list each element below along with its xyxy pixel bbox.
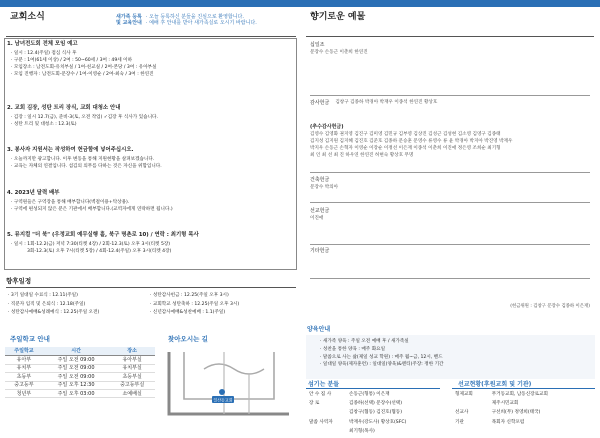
- table-row: [308, 391, 436, 398]
- support-names: 구선희(무) 정영희(태국): [491, 410, 541, 416]
- offering-label: (추수감사헌금): [310, 124, 344, 130]
- school-cell: 중고등부: [5, 381, 43, 389]
- servant-role: [308, 410, 346, 417]
- school-cell: 소예배실: [109, 390, 155, 398]
- offering-tithe: [310, 42, 590, 57]
- schedule-item: · 성탄감사예배&성례예식 : 12.25(주일 오전): [8, 310, 100, 316]
- offering-harvest: [310, 124, 590, 160]
- news-line: · 구역원들은 구역장을 통해 배부합니다(벽걸이용+탁상용).: [11, 199, 130, 205]
- schedule-item: · 교회학교 성탄축하 : 12.25(주일 오후 3시): [150, 301, 240, 307]
- school-cell: 중고등부실: [109, 381, 155, 389]
- nurture-title: 양육안내: [307, 326, 331, 333]
- divider: [6, 36, 296, 37]
- nurture-box: [306, 335, 595, 379]
- news-heading: 1. 남녀전도회 전체 모임 예고: [7, 41, 78, 47]
- divider: [310, 278, 590, 279]
- newcomer-label: 새가족 등록 및 교육안내: [116, 14, 142, 27]
- offering-names: 김창구 김종하 박경아 박재우 이종석 한연진 황상호: [335, 100, 438, 105]
- news-heading: 4. 2023년 달력 배부: [7, 190, 60, 196]
- offering-label: 선교헌금: [310, 208, 330, 214]
- divider: [310, 202, 590, 203]
- divider: [310, 172, 590, 173]
- news-section-4: [7, 189, 296, 213]
- servant-names: 김창구(협동) 김진호(협동): [349, 410, 403, 416]
- servant-names: 박재우(강도사) 황상호(SFC): [349, 419, 407, 425]
- school-header: 시간: [43, 347, 109, 356]
- news-section-5: [7, 231, 296, 255]
- offering-label: 감사헌금: [310, 100, 330, 106]
- divider: [306, 36, 594, 37]
- school-cell: 초등부: [5, 373, 43, 381]
- news-line: · 오늘까지만 광고합니다. 이후 변동을 통해 지원현황을 살펴보겠습니다.: [11, 156, 155, 162]
- table-row: [5, 356, 155, 364]
- school-header: 장소: [109, 347, 155, 356]
- schedule-item: · 3기 일대일 수료식 : 12.11(주일): [8, 293, 78, 298]
- top-strip: [0, 0, 300, 7]
- table-row: [454, 400, 593, 407]
- school-header: 주일학교: [5, 347, 43, 356]
- table-row: [5, 373, 155, 381]
- offering-thanks: [310, 100, 590, 107]
- news-heading: 5. 뮤지컬 "더 북" (우정교회 예무실행 홀, 북구 명촌로 10) / 연락 : 최기형 목사: [7, 232, 199, 238]
- news-line: · 구분 : 1여(61세 이상) / 2여 : 50~60세 / 3여 : 49세 이하: [11, 57, 133, 63]
- divider: [6, 287, 296, 288]
- offering-mission: [310, 208, 590, 223]
- school-title: 주일학교 안내: [10, 335, 50, 343]
- news-line: · 구역에 편성되지 않은 분은 기관에서 배부합니다.(교역자에게 연락하면 됩니다.): [11, 206, 173, 212]
- servants-table: [306, 389, 438, 438]
- news-line: · 모임장소 : 남전도회-유치부실 / 1여-친교실 / 2여-본당 / 3여 : 유아부실: [11, 65, 157, 71]
- table-row: [454, 391, 593, 398]
- church-map-label: 일산동교회: [213, 397, 233, 403]
- table-row: [454, 419, 593, 426]
- table-row: [5, 364, 155, 372]
- news-heading: 2. 교회 김장, 성탄 트리 장식, 교회 대청소 안내: [7, 105, 121, 111]
- school-cell: 주일 오전 09:00: [43, 364, 109, 372]
- table-row: [5, 381, 155, 389]
- nurture-item: · 성찬을 통한 양육 : 매주 화요일: [320, 346, 386, 352]
- servant-role: [308, 428, 346, 435]
- table-row: [308, 410, 436, 417]
- offering-label: 기타헌금: [310, 248, 330, 254]
- school-cell: 청년부: [5, 390, 43, 398]
- table-row: [308, 400, 436, 407]
- church-location-map[interactable]: [164, 344, 295, 422]
- school-cell: 유아부실: [109, 356, 155, 364]
- offering-title: 향기로운 예물: [310, 12, 366, 22]
- school-cell: 주일 오후 03:00: [43, 390, 109, 398]
- servant-names: 손동근(형통) 이은재: [349, 391, 390, 397]
- divider: [310, 95, 590, 96]
- schedule-item: · 직분자 임직 및 은퇴식 : 12.18(주일): [8, 301, 86, 307]
- table-row: [308, 419, 436, 426]
- support-names: 제주시민교회: [491, 401, 519, 407]
- servant-role: 안 수 집 사: [309, 391, 332, 397]
- support-category: 기관: [455, 419, 464, 425]
- servant-names: 최기형(목사): [349, 429, 375, 435]
- school-cell: 주일 오전 09:00: [43, 356, 109, 364]
- newcomer-greeting: [116, 14, 296, 27]
- top-strip: [300, 0, 600, 7]
- news-line: · 일시 : 1회-12.2(금) 저녁 7:30(티켓 4장) / 2회-12.3(토) 오후 3시(티켓 5장): [11, 241, 171, 247]
- offering-other: [310, 248, 590, 256]
- schedule-item: · 신년감사예배&성찬예배 : 1.1(주일): [150, 310, 226, 316]
- offering-label: 건축헌금: [310, 177, 330, 183]
- map-title: 찾아오시는 길: [168, 335, 208, 343]
- servants-title: 섬기는 분들: [308, 381, 340, 388]
- news-section-1: [7, 40, 296, 78]
- servant-role: 장 로: [309, 401, 320, 407]
- support-category: [454, 400, 489, 407]
- schedule-title: 향후일정: [6, 277, 32, 285]
- church-location-pin-icon: [219, 389, 225, 395]
- support-names: 목회자 신학포럼: [491, 419, 525, 425]
- school-cell: 유아부: [5, 356, 43, 364]
- left-page: [0, 0, 300, 424]
- right-page: [300, 0, 600, 435]
- schedule-col-1: [8, 292, 99, 318]
- offering-label: 십일조: [310, 42, 325, 48]
- church-news-title: 교회소식: [10, 12, 45, 22]
- school-cell: 주일 오전 09:00: [43, 373, 109, 381]
- mission-support-table: [452, 389, 595, 428]
- table-row: [308, 428, 436, 435]
- servant-role: 말씀 사역자: [309, 419, 333, 425]
- servant-names: 김종하(선택) 문장수(선택): [349, 401, 403, 407]
- school-cell: 주일 오후 12:30: [43, 381, 109, 389]
- news-line: · 김장 : 일시 12.7(금), 준비-3(토, 오전 작업) ✓김장 후 식사가 있습니다.: [11, 114, 158, 120]
- news-line: · 모임 진행자 : 남전도회-문장수 / 1여-이영순 / 2여-최숙 / 3여 : 한연진: [11, 72, 154, 78]
- support-category: 형제교회: [455, 391, 473, 397]
- offering-names: 이진애: [310, 216, 324, 222]
- school-cell: 유치부: [5, 364, 43, 372]
- offering-names: 문장수 손동근 이춘희 한연진: [310, 50, 368, 56]
- news-section-3: [7, 146, 296, 170]
- schedule-col-2: [150, 292, 239, 318]
- support-category: 선교사: [455, 410, 469, 416]
- nurture-item: · 말씀으로 사는 삶(제일 성교 학원) : 매주 월~금, 12시, 밴드: [320, 354, 443, 360]
- news-section-2: [7, 104, 296, 128]
- support-names: 무거동교회, 남동신장로교회: [491, 391, 548, 397]
- news-line: · 일시 : 12.4(주일) 점심 식사 후: [11, 50, 77, 56]
- nurture-item: · 새가족 양육 : 주일 오전 예배 후 / 새가족실: [320, 339, 409, 344]
- mission-support-title: 선교현황(후원교회 및 기관): [458, 381, 532, 388]
- news-line: · 성탄 트리 및 대청소 : 12.3(토): [11, 121, 77, 127]
- newcomer-text: · 오늘 등록하신 분들을 진심으로 환영합니다. · 예배 후 안내를 받아 새가족실로 오시기 바랍니다.: [145, 14, 257, 27]
- table-row: [5, 390, 155, 398]
- news-line: · 교육는 자체의 연결입니다. 섬김의 의무를 다하는 것은 자신을 위함입니다.: [11, 163, 162, 169]
- offering-names: 문장수 박의아: [310, 185, 339, 191]
- divider: [310, 244, 590, 245]
- school-cell: 유치부실: [109, 364, 155, 372]
- offering-committee-note: (헌금위원 : 김창구 문장수 김종하 이은재): [510, 304, 590, 309]
- table-row: [454, 410, 593, 417]
- offering-names: 김영수 김영화 권지영 김진구 김미영 김민규 김부영 김상진 김성근 김성현 김소영 김영구 김종태 김지성 김지원 김지혜 김진호 김준호 김종하 문승훈 문영수 류영수 류 윤 박경아 박지아 박진영 박재우 박지우 손동근 손혁자 이영순 이장순 이정선 이은재 이종석 이춘희 이진애 정은영 조희순 최기형 최 인 최 선 최 진 하우연 한연진 허현숙 황상호 무명: [310, 132, 513, 158]
- school-table: [5, 347, 155, 398]
- school-cell: 초등부실: [109, 373, 155, 381]
- news-heading: 3. 봉사자 지원서는 작성하여 헌금함에 넣어주십시오.: [7, 147, 134, 153]
- offering-building: [310, 177, 590, 192]
- nurture-item: · 일대일 양육(제자훈련) : 일대일(양육)&멘티(주장: 정한 기간: [320, 362, 444, 368]
- news-line: 3회-12.3(토) 오후 7시(티켓 5장) / 4회-12.4(주일) 오후 3시(티켓 4장): [27, 248, 172, 254]
- schedule-item: · 성탄감사헌금 : 12.25(주일 오후 3시): [150, 293, 229, 298]
